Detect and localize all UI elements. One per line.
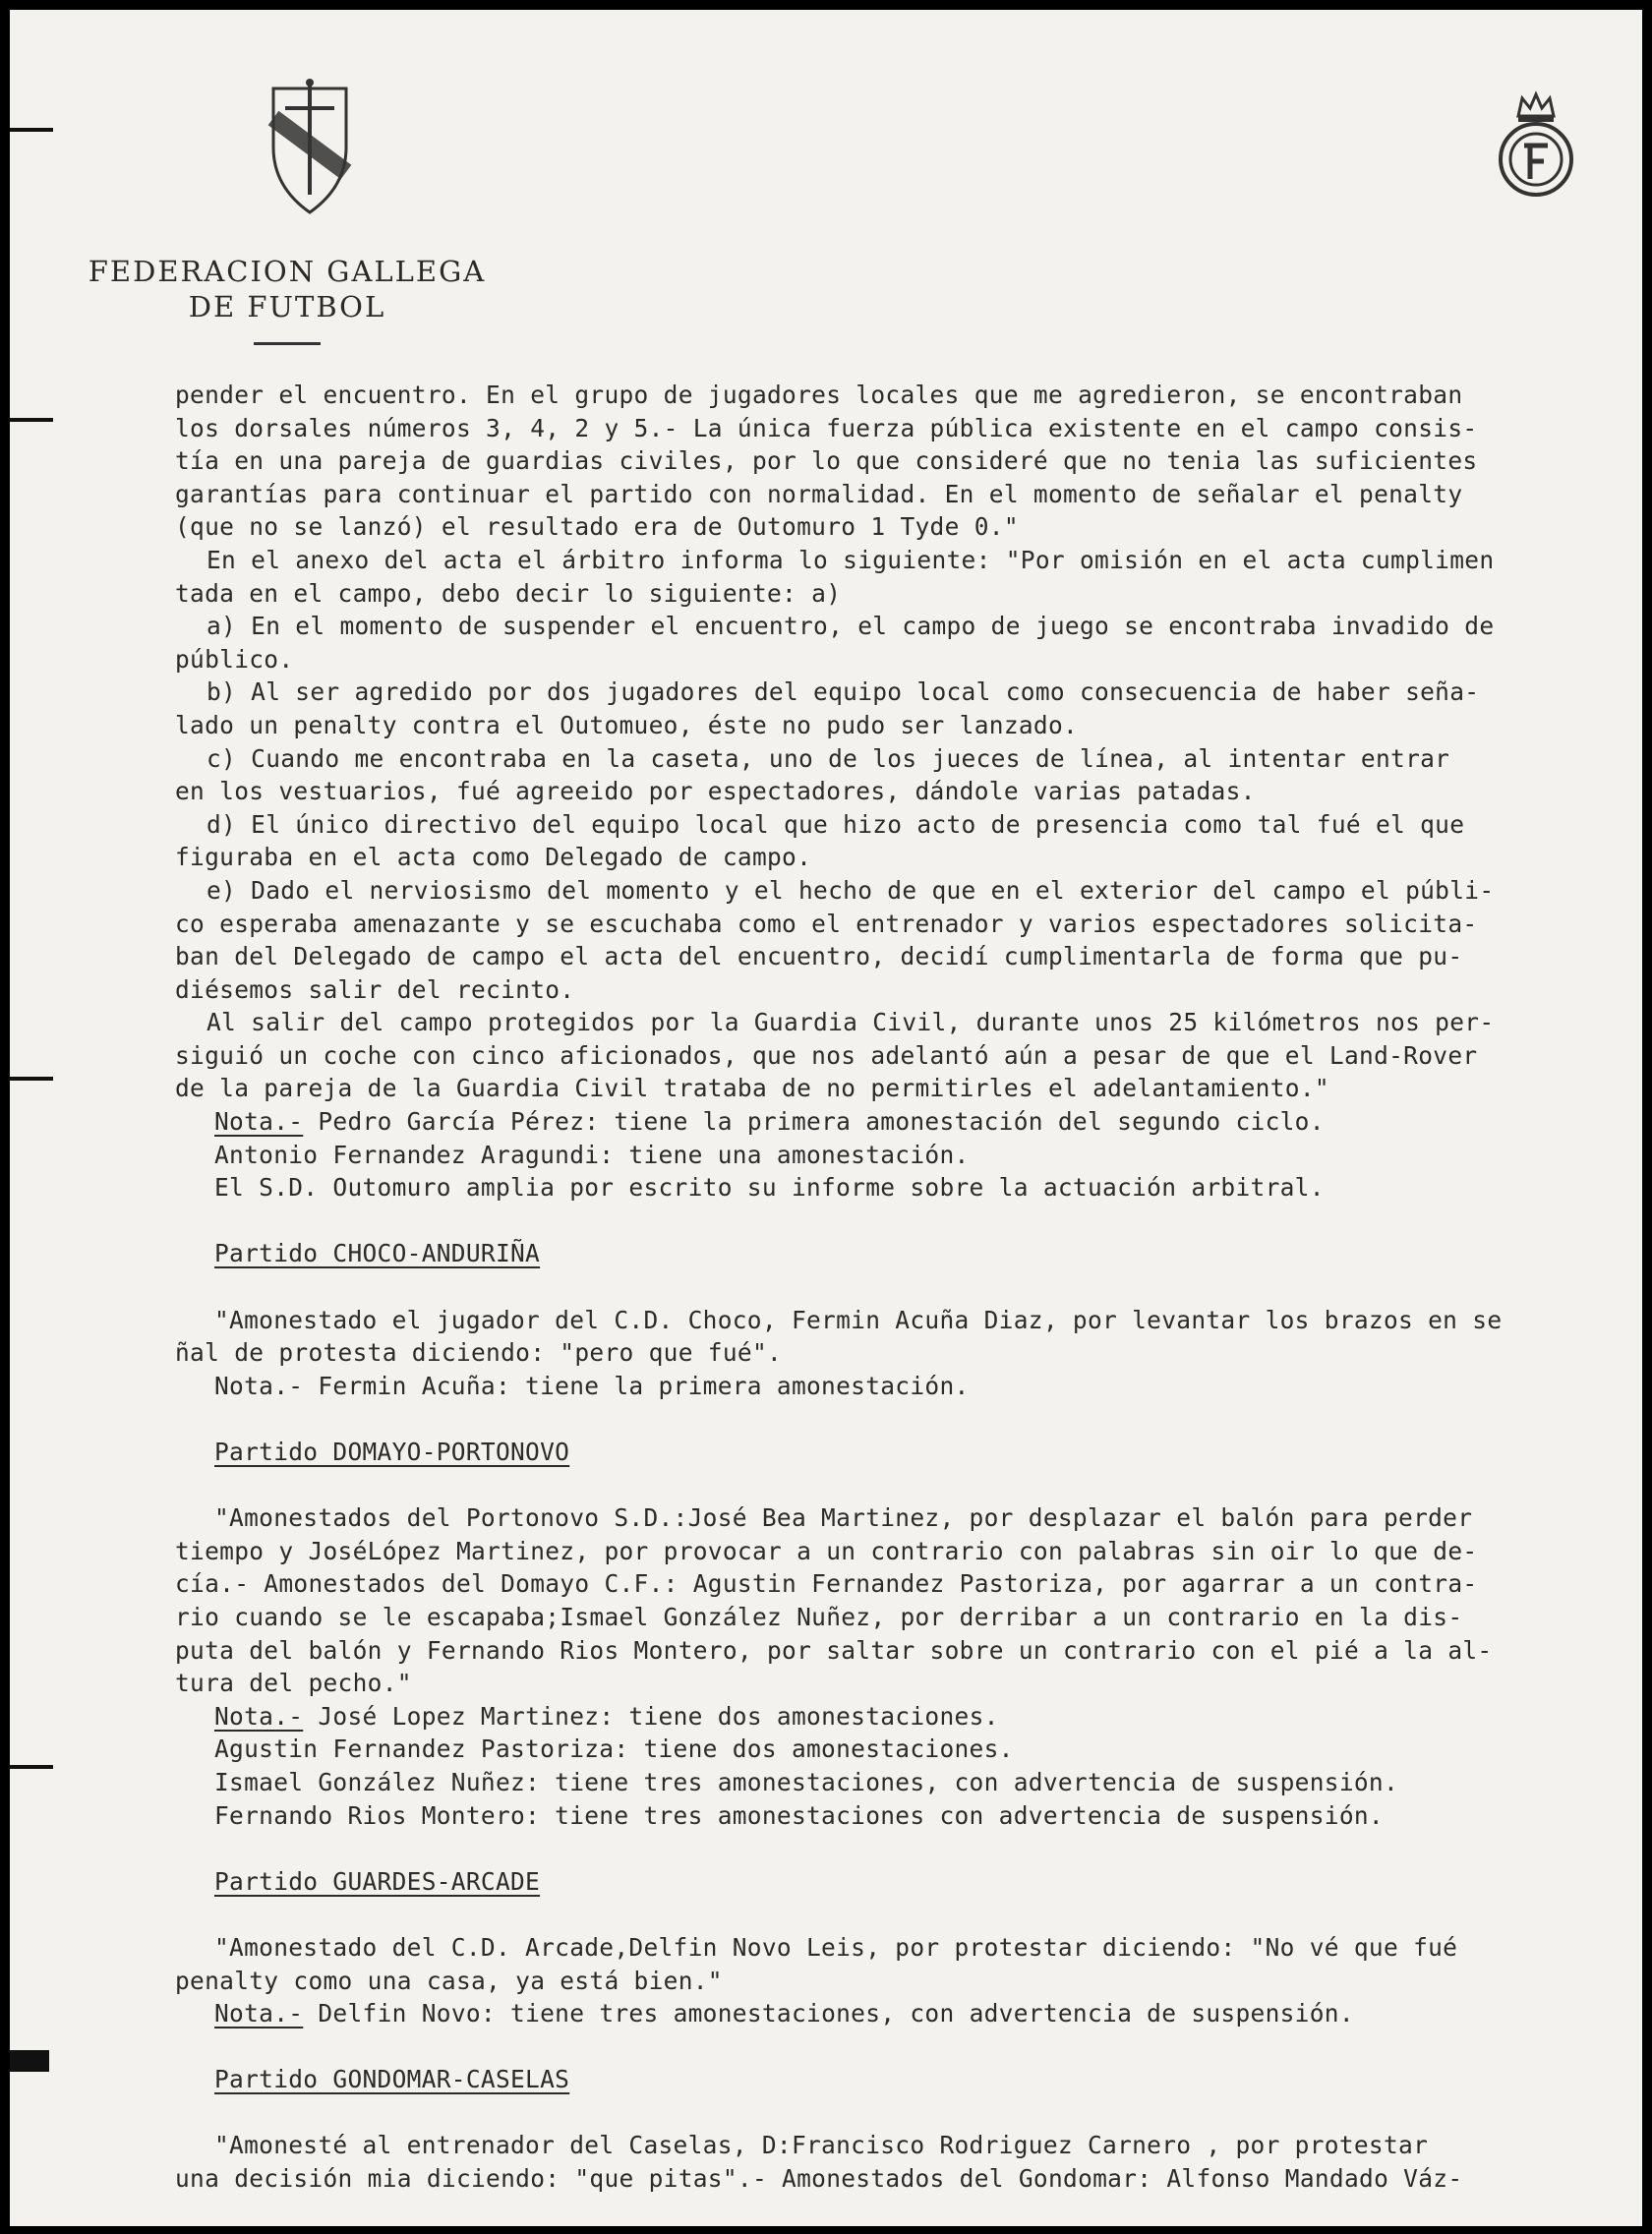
text-line: tada en el campo, debo decir lo siguiente: a): [175, 578, 842, 608]
text-line: cía.- Amonestados del Domayo C.F.: Agustin Fernandez Pastoriza, por agarrar a un contra-: [175, 1569, 1478, 1599]
text-line: tía en una pareja de guardias civiles, por lo que consideré que no tenia las suficientes: [175, 446, 1478, 476]
match-heading-text: Partido GONDOMAR-CASELAS: [214, 2065, 570, 2094]
document-body: [175, 379, 1642, 2196]
text-line: "Amonestados del Portonovo S.D.:José Bea Martinez, por desplazar el balón para perder: [214, 1503, 1473, 1533]
shield-logo-icon: [267, 79, 352, 216]
paragraph-gap: [175, 2030, 1642, 2064]
text-line: lado un penalty contra el Outomueo, éste no pudo ser lanzado.: [175, 710, 1079, 739]
text-line: Ismael González Nuñez: tiene tres amonestaciones, con advertencia de suspensión.: [214, 1767, 1399, 1796]
text-line: en los vestuarios, fué agreeido por espectadores, dándole varias patadas.: [175, 777, 1256, 806]
document-page: [10, 10, 1642, 2226]
text-line: penalty como una casa, ya está bien.": [175, 1966, 723, 1995]
paragraph-gap: [175, 1270, 1642, 1304]
text-line: a) En el momento de suspender el encuentro, el campo de juego se encontraba invadido de: [206, 612, 1495, 641]
match-heading: [175, 2063, 1642, 2096]
text-line: figuraba en el acta como Delegado de campo.: [175, 843, 812, 872]
text-line: En el anexo del acta el árbitro informa lo siguiente: "Por omisión en el acta cumplimen: [206, 545, 1495, 574]
text-line: de la pareja de la Guardia Civil trataba de no permitirles el adelantamiento.": [175, 1074, 1329, 1103]
paragraph-gap: [175, 1469, 1642, 1502]
letterhead: [81, 79, 494, 345]
header-divider: [254, 342, 321, 345]
text-line: "Amonestado del C.D. Arcade,Delfin Novo Leis, por protestar diciendo: "No vé que fué: [214, 1932, 1458, 1962]
text-line: puta del balón y Fernando Rios Montero, por saltar sobre un contrario con el pié a la al-: [175, 1635, 1493, 1665]
text-line: Al salir del campo protegidos por la Guardia Civil, durante unos 25 kilómetros nos per-: [206, 1008, 1495, 1037]
text-line: Nota.- Pedro García Pérez: tiene la primera amonestación del segundo ciclo.: [214, 1107, 1325, 1137]
note-label: Nota.-: [214, 1701, 304, 1731]
text-line: tiempo y JoséLópez Martinez, por provocar a un contrario con palabras sin oir lo que de-: [175, 1536, 1478, 1565]
text-line: Fernando Rios Montero: tiene tres amonestaciones con advertencia de suspensión.: [214, 1800, 1384, 1830]
punch-mark: [10, 1765, 53, 1769]
match-heading-text: Partido CHOCO-ANDURIÑA: [214, 1239, 541, 1268]
text-line: "Amonestado el jugador del C.D. Choco, Fermin Acuña Diaz, por levantar los brazos en se: [214, 1305, 1503, 1334]
punch-mark: [10, 1077, 53, 1081]
text-line: "Amonesté al entrenador del Caselas, D:Francisco Rodriguez Carnero , por protestar: [214, 2131, 1429, 2160]
text-line: ban del Delegado de campo el acta del encuentro, decidí cumplimentarla de forma que pu-: [175, 942, 1463, 971]
text-line: público.: [175, 644, 294, 674]
punch-mark: [10, 128, 53, 132]
match-heading-text: Partido GUARDES-ARCADE: [214, 1866, 541, 1896]
paragraph-gap: [175, 2096, 1642, 2130]
text-line: co esperaba amenazante y se escuchaba como el entrenador y varios espectadores solicita-: [175, 909, 1478, 938]
text-line: (que no se lanzó) el resultado era de Outomuro 1 Tyde 0.": [175, 512, 1019, 542]
text-line: c) Cuando me encontraba en la caseta, uno de los jueces de línea, al intentar entrar: [206, 743, 1450, 773]
match-heading-text: Partido DOMAYO-PORTONOVO: [214, 1438, 570, 1466]
text-line: e) Dado el nerviosismo del momento y el hecho de que en el exterior del campo el públi-: [206, 875, 1495, 905]
federation-name-line2: DE FUTBOL: [188, 290, 386, 323]
paragraph-gap: [175, 1402, 1642, 1436]
text-line: diésemos salir del recinto.: [175, 974, 575, 1004]
match-heading: [175, 1237, 1642, 1270]
match-heading: [175, 1865, 1642, 1899]
federation-name-line1: FEDERACION GALLEGA: [88, 255, 487, 288]
paragraph-gap: [175, 1832, 1642, 1865]
text-line: tura del pecho.": [175, 1669, 412, 1698]
paragraph-gap: [175, 1898, 1642, 1931]
crown-emblem-icon: [1497, 88, 1575, 199]
text-line: b) Al ser agredido por dos jugadores del equipo local como consecuencia de haber seña-: [206, 677, 1480, 707]
punch-mark: [10, 2050, 49, 2072]
text-line: rio cuando se le escapaba;Ismael González Nuñez, por derribar a un contrario en la dis-: [175, 1602, 1463, 1631]
text-line: Nota.- Delfin Novo: tiene tres amonestaciones, con advertencia de suspensión.: [214, 1999, 1354, 2028]
note-label: Nota.-: [214, 1999, 304, 2028]
text-line: los dorsales números 3, 4, 2 y 5.- La única fuerza pública existente en el campo consis-: [175, 413, 1478, 442]
note-label: Nota.-: [214, 1107, 304, 1137]
punch-mark: [10, 418, 53, 422]
text-line: d) El único directivo del equipo local que hizo acto de presencia como tal fué el que: [206, 809, 1465, 839]
text-line: una decisión mia diciendo: "que pitas".- Amonestados del Gondomar: Alfonso Mandado Váz-: [175, 2164, 1463, 2194]
text-line: El S.D. Outomuro amplia por escrito su informe sobre la actuación arbitral.: [214, 1173, 1325, 1203]
paragraph-gap: [175, 1205, 1642, 1238]
match-heading: [175, 1436, 1642, 1469]
text-line: Agustin Fernandez Pastoriza: tiene dos amonestaciones.: [214, 1734, 1014, 1764]
text-line: ñal de protesta diciendo: "pero que fué".: [175, 1338, 783, 1368]
text-line: siguió un coche con cinco aficionados, que nos adelantó aún a pesar de que el Land-Rover: [175, 1040, 1478, 1070]
text-line: Nota.- José Lopez Martinez: tiene dos amonestaciones.: [214, 1701, 999, 1731]
text-line: pender el encuentro. En el grupo de jugadores locales que me agredieron, se encontraban: [175, 381, 1463, 409]
text-line: Nota.- Fermin Acuña: tiene la primera amonestación.: [214, 1371, 970, 1400]
text-line: Antonio Fernandez Aragundi: tiene una amonestación.: [214, 1140, 970, 1169]
text-line: garantías para continuar el partido con normalidad. En el momento de señalar el penalty: [175, 479, 1463, 508]
